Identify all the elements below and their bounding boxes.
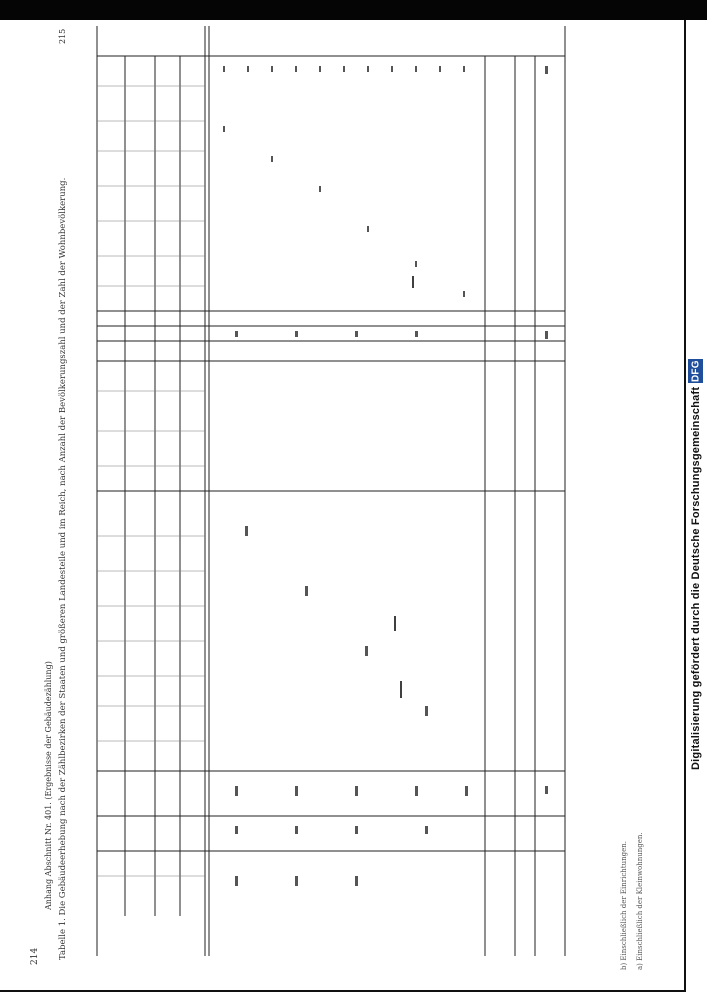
- page-number-left: 214: [30, 947, 40, 965]
- page-number-right: 215: [58, 28, 67, 44]
- dfg-logo: DFG: [690, 360, 702, 382]
- statistics-table: [95, 26, 570, 956]
- table-title: Tabelle 1. Die Gebäudeerhebung nach der Zählbezirken der Staaten und größeren Landesteile und im Reich, nach Anzahl der Bevölkerungszahl und der Zahl der Wohnbevölkerung.: [58, 177, 68, 960]
- page-border-bottom: [0, 990, 686, 992]
- page-border-right: [684, 20, 686, 990]
- page-header-left: [30, 35, 40, 965]
- table-grid: [95, 26, 570, 956]
- footnote-1: a) Einschließlich der Kleinwohnungen.: [636, 832, 644, 970]
- footnote-2: b) Einschließlich der Einrichtungen.: [620, 841, 628, 970]
- digitization-credit-text: Digitalisierung gefördert durch die Deutsche Forschungsgemeinschaft: [690, 386, 702, 770]
- page-header-sub: Anhang Abschnitt Nr. 401. (Ergebnisse der Gebäudezählung): [44, 661, 53, 910]
- digitization-credit: [686, 10, 706, 770]
- top-black-bar: [0, 0, 707, 20]
